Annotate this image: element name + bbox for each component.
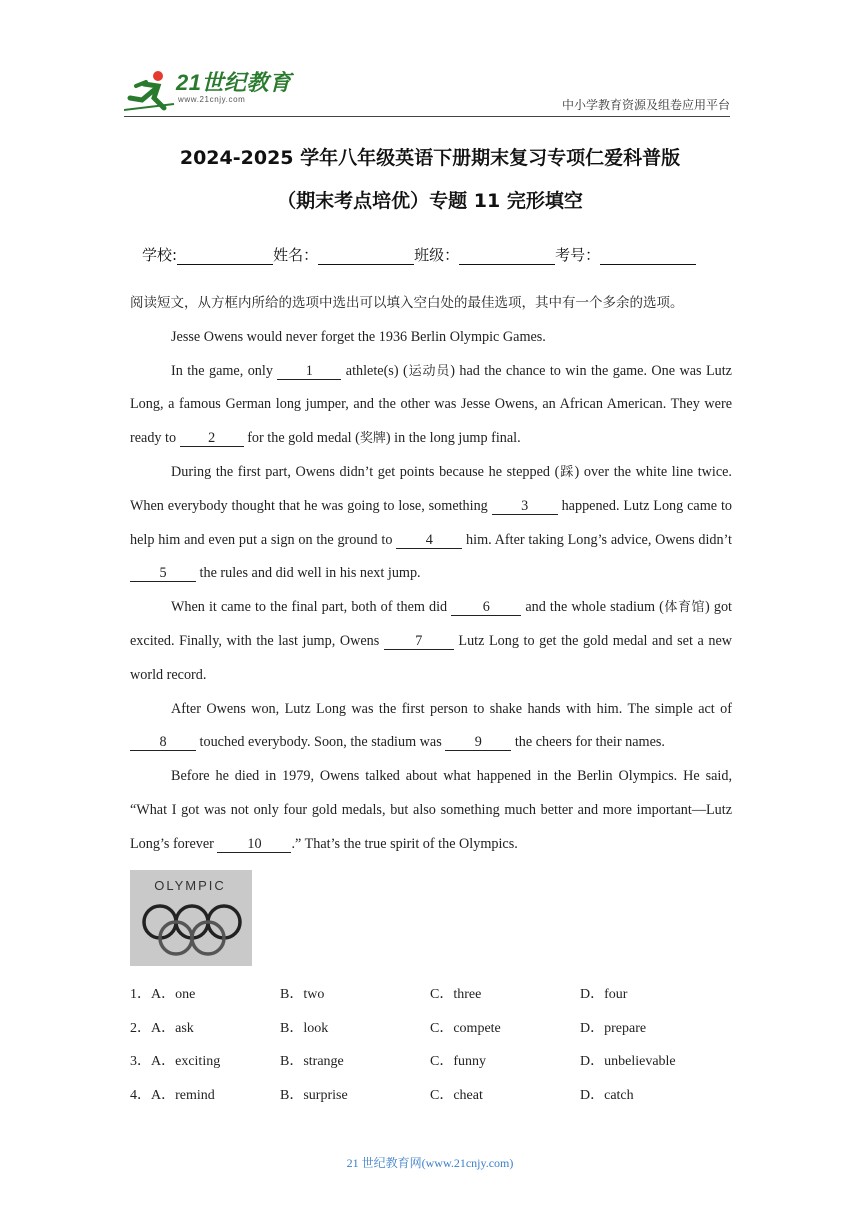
blank-3: 3: [492, 498, 558, 515]
option-row-4: [130, 1077, 750, 1111]
paragraph-1: Jesse Owens would never forget the 1936 Berlin Olympic Games.: [171, 328, 546, 345]
page-footer[interactable]: 21 世纪教育网(www.21cnjy.com): [346, 1156, 514, 1170]
option-1c[interactable]: C．three: [430, 986, 482, 1002]
option-3c[interactable]: C．funny: [430, 1054, 486, 1070]
document-title-line1: 2024-2025 学年八年级英语下册期末复习专项仁爱科普版: [179, 147, 681, 169]
blank-6: 6: [451, 599, 521, 616]
paragraph-4: When it came to the final part, both of them did 6 and the whole stadium (体育馆) got excited. Finally, with the last jump, Owens 7 Lutz Long to get the gold medal and set a new world record.: [130, 599, 732, 683]
blank-9: 9: [445, 734, 511, 751]
option-4b[interactable]: B．surprise: [280, 1088, 348, 1104]
header-divider: [124, 116, 730, 117]
logo-text: 21世纪教育: [176, 70, 292, 95]
option-4c[interactable]: C．cheat: [430, 1088, 483, 1104]
blank-7: 7: [384, 633, 454, 650]
page-header: [0, 0, 860, 125]
blank-2: 2: [180, 430, 244, 447]
passage: [130, 287, 732, 862]
option-row-3: [130, 1044, 750, 1078]
option-2a[interactable]: 2．A．ask: [130, 1020, 194, 1036]
option-2d[interactable]: D．prepare: [580, 1020, 647, 1036]
olympic-caption: OLYMPIC: [154, 878, 226, 893]
runner-icon: [124, 68, 176, 114]
option-3d[interactable]: D．unbelievable: [580, 1054, 676, 1070]
option-1a[interactable]: 1．A．one: [130, 986, 196, 1002]
school-field: [142, 244, 273, 265]
options-list: [130, 976, 750, 1111]
header-slogan: 中小学教育资源及组卷应用平台: [561, 98, 730, 112]
class-label: 班级：: [414, 246, 460, 264]
name-label: 姓名：: [273, 246, 319, 264]
option-row-2: [130, 1010, 750, 1044]
class-blank: [459, 246, 555, 265]
document-title-line2: （期末考点培优）专题 11 完形填空: [277, 190, 583, 212]
olympic-rings-icon: [130, 870, 252, 966]
blank-10: 10: [217, 836, 291, 853]
paragraph-5: After Owens won, Lutz Long was the first person to shake hands with him. The simple act of 8 touched everybody. Soon, the stadium was 9 the cheers for their names.: [130, 693, 732, 761]
blank-5: 5: [130, 565, 196, 582]
logo-url: www.21cnjy.com: [178, 95, 246, 104]
paragraph-3: During the first part, Owens didn’t get points because he stepped (踩) over the white line twice. When everybody thought that he was going to lose, something 3 happened. Lutz Long came to help him and even put a sign on the ground to 4 him. After taking Long’s advice, Owens didn’t 5 the rules and did well in his next jump.: [130, 463, 732, 582]
student-info-row: [142, 244, 696, 265]
instruction: 阅读短文，从方框内所给的选项中选出可以填入空白处的最佳选项，其中有一个多余的选项。: [130, 295, 684, 311]
option-3b[interactable]: B．strange: [280, 1054, 344, 1070]
number-blank: [600, 246, 696, 265]
number-field: [555, 244, 696, 265]
option-4a[interactable]: 4．A．remind: [130, 1088, 215, 1104]
olympic-rings-image: [130, 870, 252, 966]
school-label: 学校:: [142, 246, 178, 264]
blank-4: 4: [396, 532, 462, 549]
class-field: [414, 244, 555, 265]
option-2c[interactable]: C．compete: [430, 1020, 501, 1036]
name-blank: [318, 246, 414, 265]
option-3a[interactable]: 3．A．exciting: [130, 1054, 221, 1070]
option-1d[interactable]: D．four: [580, 986, 628, 1002]
option-2b[interactable]: B．look: [280, 1020, 329, 1036]
number-label: 考号：: [555, 246, 601, 264]
option-1b[interactable]: B．two: [280, 986, 325, 1002]
option-4d[interactable]: D．catch: [580, 1088, 634, 1104]
name-field: [273, 244, 414, 265]
blank-1: 1: [277, 363, 341, 380]
option-row-1: [130, 976, 750, 1010]
logo: [124, 68, 294, 114]
blank-8: 8: [130, 734, 196, 751]
school-blank: [177, 246, 273, 265]
paragraph-6: Before he died in 1979, Owens talked about what happened in the Berlin Olympics. He said, “What I got was not only four gold medals, but also something much better and more important—Lutz Long’s forever 10 .” That’s the true spirit of the Olympics.: [130, 768, 732, 852]
paragraph-2: In the game, only 1 athlete(s) (运动员) had the chance to win the game. One was Lutz Long, a famous German long jumper, and the other was Jesse Owens, an African American. They were ready to 2 for the gold medal (奖牌) in the long jump final.: [130, 362, 732, 447]
